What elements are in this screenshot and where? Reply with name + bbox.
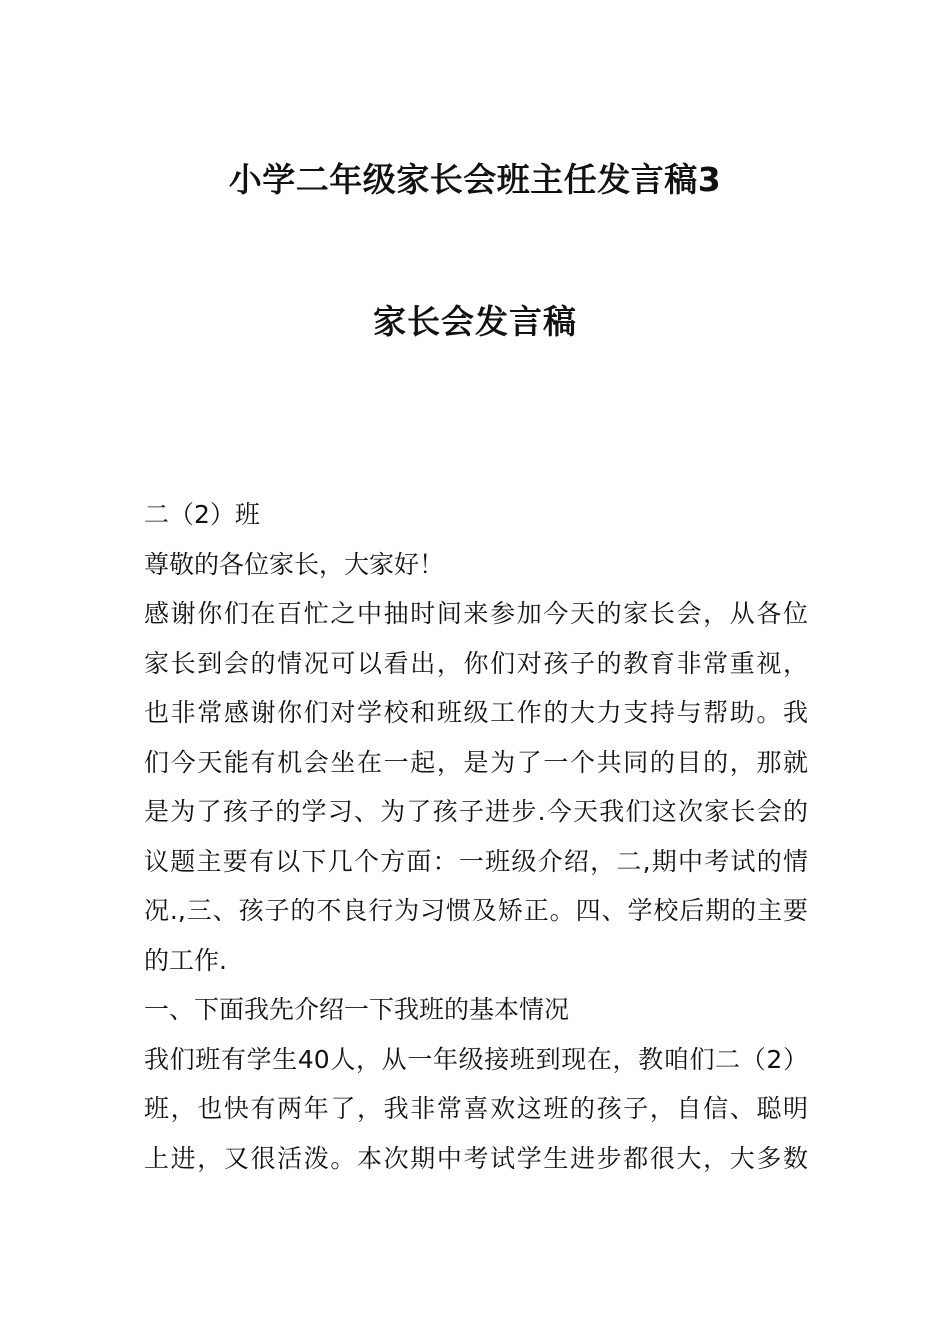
document-title: 小学二年级家长会班主任发言稿3	[228, 160, 722, 199]
body-line: 上进，又很活泼。本次期中考试学生进步都很大，大多数	[144, 1143, 808, 1173]
body-line: 家长到会的情况可以看出，你们对孩子的教育非常重视，	[144, 648, 808, 678]
document-body	[144, 490, 808, 1183]
body-line: 况.,三、孩子的不良行为习惯及矫正。四、学校后期的主要	[144, 896, 808, 925]
body-line: 二（2）班	[144, 500, 260, 529]
body-line: 我们班有学生40人，从一年级接班到现在，教咱们二（2）	[144, 1044, 808, 1074]
body-line: 班，也快有两年了，我非常喜欢这班的孩子，自信、聪明	[144, 1094, 808, 1123]
body-line: 感谢你们在百忙之中抽时间来参加今天的家长会，从各位	[144, 599, 808, 628]
body-line: 们今天能有机会坐在一起，是为了一个共同的目的，那就	[144, 747, 808, 777]
body-line: 议题主要有以下几个方面：一班级介绍，二,期中考试的情	[144, 846, 808, 876]
body-line: 的工作.	[144, 945, 227, 975]
document-subtitle: 家长会发言稿	[373, 302, 577, 341]
body-line: 一、下面我先介绍一下我班的基本情况	[144, 995, 570, 1024]
body-line: 是为了孩子的学习、为了孩子进步.今天我们这次家长会的	[144, 797, 808, 826]
body-line: 尊敬的各位家长，大家好！	[144, 549, 445, 579]
body-line: 也非常感谢你们对学校和班级工作的大力支持与帮助。我	[144, 698, 808, 727]
